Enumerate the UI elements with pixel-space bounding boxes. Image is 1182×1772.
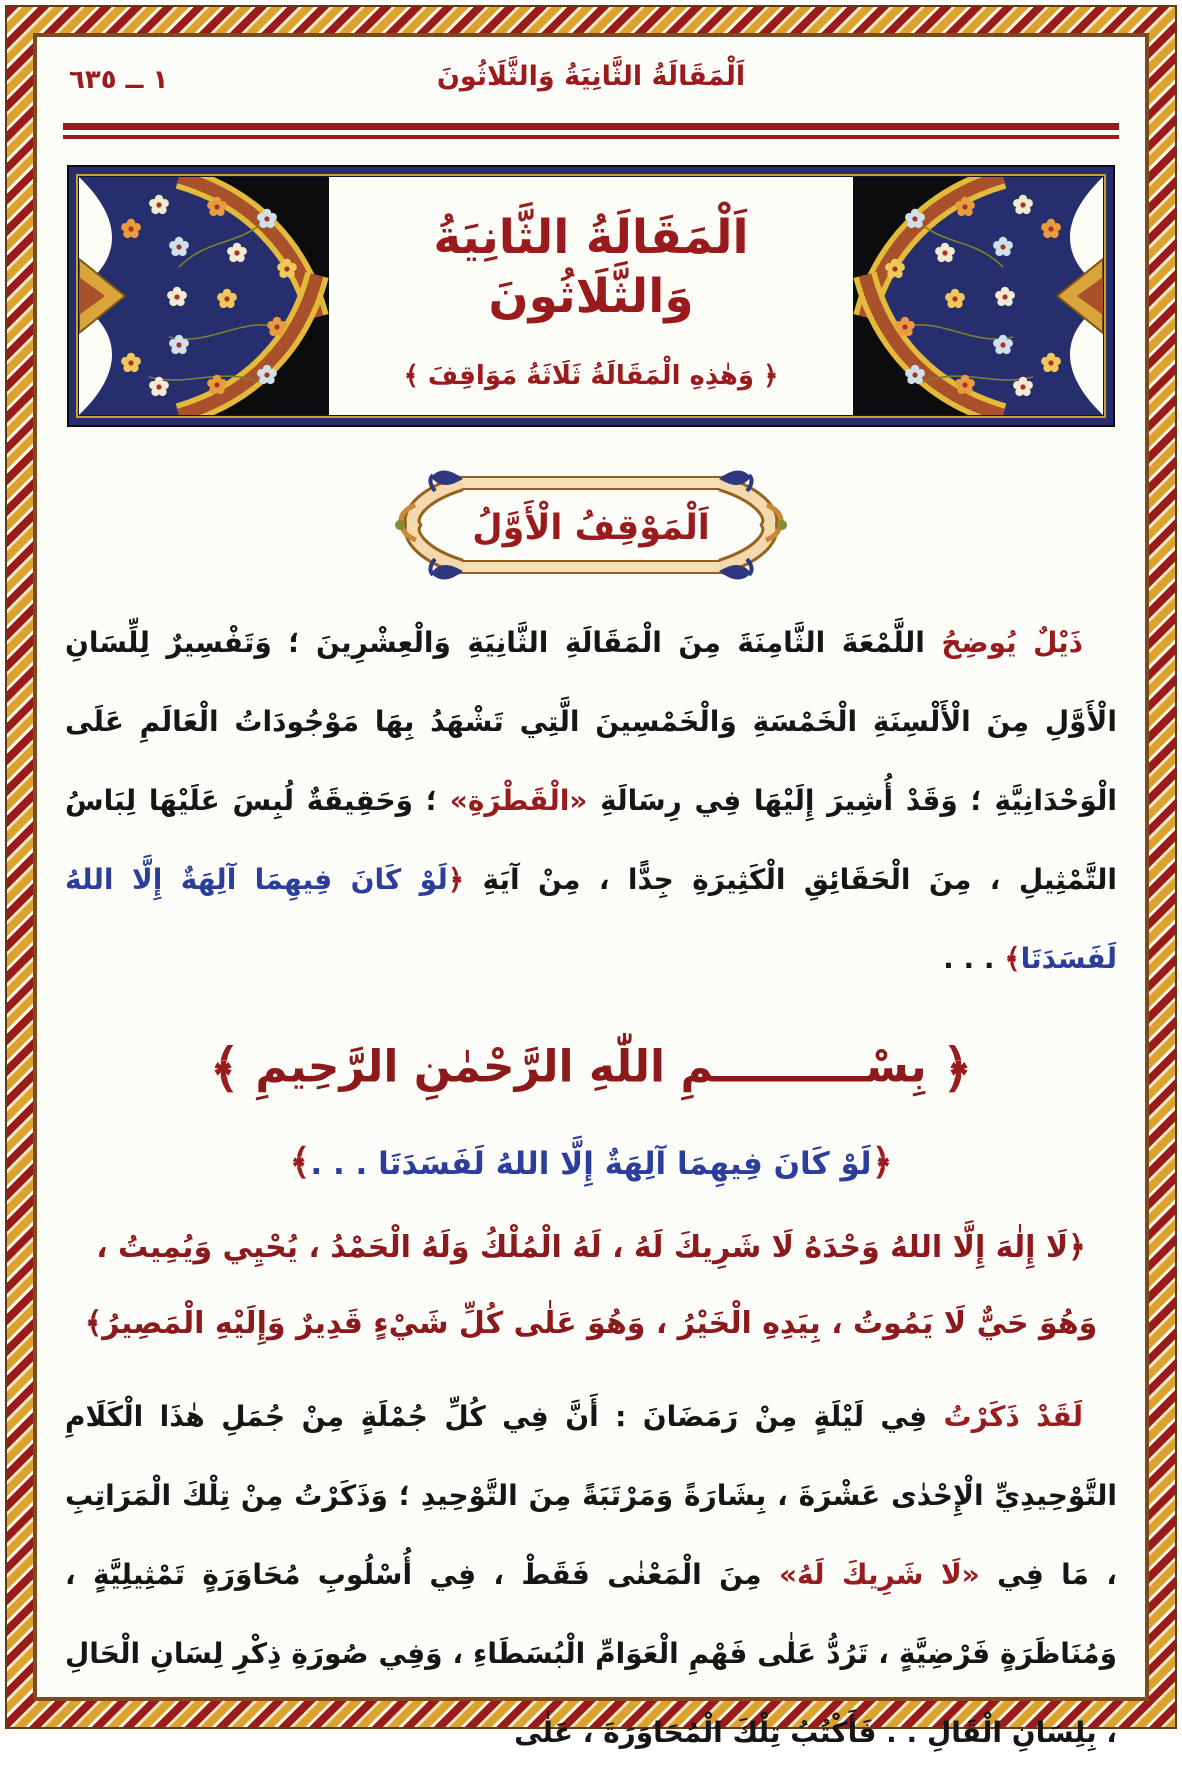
running-title: اَلْمَقَالَةُ الثَّانِيَةُ وَالثَّلَاثُونَ <box>436 61 746 92</box>
basmala-text: بِسْــــــــــمِ اللّٰهِ الرَّحْمٰنِ الرَّحِيمِ <box>255 1041 927 1093</box>
verse-open-bracket: ﴿ <box>871 1142 893 1184</box>
book-reference: «الْقَطْرَةِ» <box>449 784 588 817</box>
paragraph-text: ؛ وَحَقِيقَةٌ لُبِسَ عَلَيْهَا لِبَاسُ التَّمْثِيلِ ، مِنَ الْحَقَائِقِ الْكَثِيرَةِ جِدًّا ، مِنْ آيَةِ <box>65 784 1117 896</box>
verse-close-bracket: ﴾ <box>289 1142 311 1184</box>
hadith-close-bracket: ﴾ <box>84 1306 103 1342</box>
hadith-block <box>63 1210 1119 1363</box>
page-sheet <box>33 33 1149 1749</box>
basmala-close-bracket: ﴾ <box>209 1039 240 1099</box>
paragraph-text: فِي لَيْلَةٍ مِنْ رَمَضَانَ : أَنَّ فِي كُلِّ جُمْلَةٍ مِنْ جُمَلِ هٰذَا الْكَلَامِ التَّوْحِيدِيِّ الْإِحْدٰى عَشْرَةَ ، بِشَارَةً وَمَرْتَبَةً مِنَ التَّوْحِيدِ ؛ وَذَكَرْتُ مِنْ تِلْكَ الْمَرَاتِبِ ، مَا فِي <box>65 1399 1117 1591</box>
body-paragraph-1 <box>63 603 1119 998</box>
quran-verse-inline: لَوْ كَانَ فِيهِمَا آلِهَةٌ إِلَّا اللهُ لَفَسَدَتَا <box>65 863 1117 975</box>
title-panel-center <box>329 177 853 415</box>
floral-arabesque-left-icon <box>853 177 1103 415</box>
illuminated-title-panel <box>67 165 1115 427</box>
hadith-open-bracket: ﴿ <box>1068 1229 1086 1265</box>
body-paragraph-2 <box>63 1377 1119 1772</box>
floral-arabesque-right-icon <box>79 177 329 415</box>
quran-verse-text: لَوْ كَانَ فِيهِمَا آلِهَةٌ إِلَّا اللهُ لَفَسَدَتَا . . . <box>310 1146 872 1183</box>
paragraph-lead: لَقَدْ ذَكَرْتُ <box>943 1399 1083 1433</box>
panel-inner <box>78 176 1104 416</box>
header-rule-thick <box>63 123 1119 130</box>
chapter-title: اَلْمَقَالَةُ الثَّانِيَةُ وَالثَّلَاثُونَ <box>433 210 749 324</box>
verse-open-bracket: ﴿ <box>447 863 465 896</box>
paragraph-text: مِنَ الْمَعْنٰى فَقَطْ ، فِي أُسْلُوبِ مُحَاوَرَةٍ تَمْثِيلِيَّةٍ ، وَمُنَاظَرَةٍ فَرْضِيَّةٍ ، تَرُدُّ عَلٰى فَهْمِ الْعَوَامِّ الْبُسَطَاءِ ، وَفِي صُورَةِ ذِكْرِ لِسَانِ الْحَالِ ، بِلِسَانِ الْقَالِ . . فَأَكْتُبُ تِلْكَ الْمُحَاوَرَةَ ، عَلٰى <box>65 1557 1117 1749</box>
chapter-subtitle: ﴿ وَهٰذِهِ الْمَقَالَةُ ثَلَاثَةُ مَوَاقِفَ ﴾ <box>403 360 779 391</box>
paragraph-lead: ذَيْلٌ يُوضِحُ <box>941 626 1083 659</box>
page-header <box>63 55 1119 111</box>
quran-verse-line <box>63 1129 1119 1197</box>
hadith-text: لَا إِلٰهَ إِلَّا اللهُ وَحْدَهُ لَا شَرِيكَ لَهُ ، لَهُ الْمُلْكُ وَلَهُ الْحَمْدُ ، يُحْيِي وَيُمِيتُ ، وَهُوَ حَيٌّ لَا يَمُوتُ ، بِيَدِهِ الْخَيْرُ ، وَهُوَ عَلٰى كُلِّ شَيْءٍ قَدِيرٌ وَإِلَيْهِ الْمَصِيرُ <box>96 1229 1098 1342</box>
basmala-calligraphy <box>63 1028 1119 1111</box>
panel-gold-line <box>76 174 1106 418</box>
basmala-open-bracket: ﴿ <box>941 1039 973 1099</box>
page-number: ١ ــ ٦٣٥ <box>69 65 169 95</box>
section-cartouche <box>375 461 807 589</box>
quoted-phrase: «لَا شَرِيكَ لَهُ» <box>778 1557 980 1591</box>
ellipsis: . . . <box>943 942 1005 975</box>
header-rule-thin <box>63 135 1119 139</box>
verse-close-bracket: ﴾ <box>1004 942 1021 975</box>
section-title: اَلْمَوْقِفُ الْأَوَّلُ <box>472 508 710 548</box>
paragraph-text: اللَّمْعَةَ الثَّامِنَةَ مِنَ الْمَقَالَةِ الثَّانِيَةِ وَالْعِشْرِينَ ؛ وَتَفْسِيرٌ لِلِّسَانِ الْأَوَّلِ مِنَ الْأَلْسِنَةِ الْخَمْسَةِ وَالْخَمْسِينَ الَّتِي تَشْهَدُ بِهَا مَوْجُودَاتُ الْعَالَمِ عَلَى الْوَحْدَانِيَّةِ ؛ وَقَدْ أُشِيرَ إِلَيْهَا فِي رِسَالَةِ <box>65 626 1117 817</box>
